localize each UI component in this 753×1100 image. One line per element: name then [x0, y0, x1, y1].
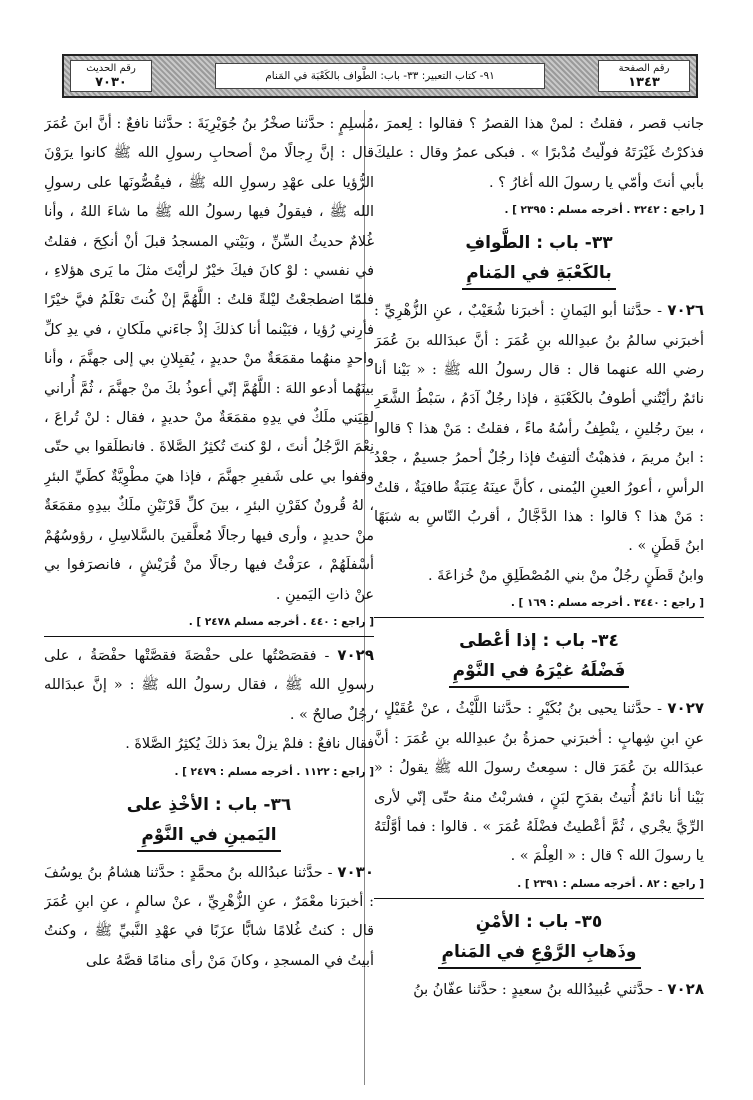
chapter-heading-33: [374, 228, 704, 290]
right-column: [374, 110, 704, 1085]
chapter-subtitle: بالكَعْبَةِ في المَنامِ: [462, 258, 615, 290]
chapter-title: ٣٥- باب : الأمْنِ: [475, 911, 603, 932]
reference-note: [ راجع : ١١٢٢ . أخرجه مسلم : ٢٤٧٩ ] .: [174, 765, 374, 778]
hadith-number: ٧٠٢٦: [667, 301, 704, 320]
chapter-title: ٣٤- باب : إذا أعْطى: [459, 631, 619, 652]
hadith-note: وابنُ قَطَنٍ رجُلٌ منْ بني المُصْطَلِقِ منْ خُزاعَةَ .: [427, 567, 704, 584]
hadith-7028: [374, 975, 704, 1005]
hadith-7027: [374, 694, 704, 871]
chapter-heading-36: [44, 790, 374, 852]
reference-note: [ راجع : ٨٢ . أخرجه مسلم : ٢٣٩١ ] .: [517, 877, 704, 890]
hadith-text: - حدَّثني عُبيدُالله بنُ سعيدٍ : حدَّثنا عفّانُ بنُ: [413, 981, 663, 998]
hadith-text: - فقصَصْتُها على حفْصَةَ فقصَّتْها حفْصَةُ ، على رسولِ الله ﷺ ، فقال رسولُ الله ﷺ : « إنَّ عبدَالله رجُلٌ صالحٌ » .: [44, 647, 374, 723]
chapter-subtitle: وذَهابِ الرَّوْعِ في المَنامِ: [438, 937, 641, 969]
hadith-text: - حدَّثنا أبو اليَمانِ : أخبرَنا شُعَيْبٌ ، عنِ الزُّهْرِيِّ : أخبرَني سالمُ بنُ عبدِالله بنِ عُمَرَ : أنَّ عبدَالله بنَ عُمَرَ رضي الله عنهما قال : قال رسولُ الله ﷺ : « بَيْنا أنا نائمٌ رأيْتُني أطوفُ بالكَعْبَةِ ، فإذا رجُلٌ آدَمُ ، سَبْطُ الشَّعَرِ ، بينَ رجُلينِ ، ينْطِفُ رأسُهُ ماءً ، فقلتُ : مَنْ هذا ؟ قالوا : ابنُ مريمَ ، فذهبْتُ ألتفِتُ فإذا رجُلٌ أحمرُ جسيمٌ ، جعْدُ الرأسِ ، أعورُ العينِ اليُمنى ، كأنَّ عينَهُ عِنَبَةٌ طافيَةٌ ، قلتُ : مَنْ هذا ؟ قالوا : هذا الدَّجَّالُ ، أقربُ النّاسِ به شبَهًا ابنُ قَطَنٍ » .: [374, 303, 704, 555]
chapter-heading-34: [374, 626, 704, 688]
continued-text: جانب قصر ، فقلتُ : لمنْ هذا القصرُ ؟ فقالوا : لِعمرَ ، فذكرْتُ غَيْرَتَهُ فولّيتُ مُدْبرًا » . فبكى عمرُ وقال : عليكَ بأبي أنتَ وأمّي يا رسولَ الله أغارُ ؟ .: [374, 116, 704, 191]
hadith-number: ٧٠٣٠: [95, 75, 127, 90]
hadith-number: ٧٠٢٧: [667, 699, 704, 718]
hadith-note: فقال نافعٌ : فلمْ يزلْ بعدَ ذلكَ يُكثِرُ الصَّلاةَ .: [125, 736, 374, 753]
page-number: ١٣٤٣: [628, 75, 660, 90]
hadith-number-box: [70, 60, 152, 92]
chapter-heading-35: [374, 907, 704, 969]
left-column: [44, 110, 374, 1085]
reference-note: [ راجع : ٤٤٠ . أخرجه مسلم ٢٤٧٨ ] .: [188, 615, 374, 628]
separator-rule: [44, 636, 374, 637]
hadith-7029: [44, 641, 374, 730]
hadith-text: - حدَّثنا عبدُالله بنُ محمَّدٍ : حدَّثنا هشامُ بنُ يوسُفَ : أخبرَنا معْمَرٌ ، عنِ الزُّهْرِيِّ ، عنْ سالمٍ ، عنِ ابنِ عُمَرَ قال : كنتُ غُلامًا شابًّا عزَبًا في عهْدِ النَّبيِّ ﷺ ، وكنتُ أبيتُ في المسجدِ ، وكانَ مَنْ رأى منامًا قصَّهُ على: [44, 864, 374, 969]
hadith-number: ٧٠٢٩: [337, 645, 374, 664]
hadith-number: ٧٠٣٠: [337, 862, 374, 881]
hadith-number-label: رقم الحديث: [86, 63, 136, 74]
reference-note: [ راجع : ٣٤٤٠ . أخرجه مسلم : ١٦٩ ] .: [510, 597, 704, 610]
page-header: [62, 54, 698, 98]
page-number-label: رقم الصفحة: [618, 63, 670, 74]
chapter-subtitle: اليَمينِ في النَّوْمِ: [137, 820, 280, 852]
hadith-7030: [44, 858, 374, 977]
separator-rule: [374, 617, 704, 618]
chapter-title: ٣٣- باب : الطَّوافِ: [465, 233, 613, 254]
hadith-number: ٧٠٢٨: [667, 979, 704, 998]
running-title: ٩١- كتاب التعبير: ٣٣- باب: الطَّواف بالكَعْبَة في المَنام: [215, 63, 545, 89]
hadith-text: - حدَّثنا يحيى بنُ بُكَيْرٍ : حدَّثنا اللَّيْثُ ، عنْ عُقَيْلٍ ، عنِ ابنِ شِهابٍ : أخبرَني حمزةُ بنُ عبدِالله بنِ عُمَرَ : أنَّ عبدَالله بنَ عُمَرَ قال : سمِعتُ رسولَ الله ﷺ يقولُ : « بَيْنا أنا نائمٌ أُتيتُ بقدَحِ لبَنٍ ، فشربْتُ منهُ حتّى إنّي لأرى الرِّيَّ يجْري ، ثُمَّ أعْطيتُ فضْلَهُ عُمَرَ » . قالوا : فما أوَّلْتَهُ يا رسولَ الله ؟ قال : « العِلْمَ » .: [374, 701, 704, 865]
continued-text: مُسلِمٍ : حدَّثنا صخْرُ بنُ جُوَيْرِيَةَ : حدَّثنا نافعٌ : أنَّ ابنَ عُمَرَ قال : إنَّ رِجالًا منْ أصحابِ رسولِ الله ﷺ كانوا يرَوْنَ الرُّؤيا على عهْدِ رسولِ الله ﷺ ، فيقُصُّونَها على رسولِ الله ﷺ ، فيقولُ فيها رسولُ الله ﷺ ما شاءَ اللهُ ، وأنا غُلامٌ حديثُ السِّنِّ ، وبَيْتي المسجدُ قبلَ أنْ أنكِحَ ، فقلتُ في نفسي : لوْ كانَ فيكَ خيْرٌ لرأيْتَ مثلَ ما يَرى هؤلاءِ ، فلمّا اضطجعْتُ ليْلةً قلتُ : اللَّهُمَّ إنْ كُنتَ تعْلَمُ فيَّ خيْرًا فأرِني رُؤيا ، فبَيْنما أنا كذلكَ إذْ جاءَني ملَكانِ ، في يدِ كلِّ واحدٍ منهُما مقمَعَةٌ منْ حديدٍ ، يُقبِلانِ بي إلى جهنَّمَ ، وأنا بينَهُما أدعو اللهَ : اللَّهُمَّ إنّي أعوذُ بكَ منْ جهنَّمَ ، ثُمَّ أُراني لقِيَني ملَكٌ في يدِهِ مقمَعَةٌ منْ حديدٍ ، فقال : لنْ تُراعَ ، نِعْمَ الرَّجُلُ أنتَ ، لوْ كنتَ تُكثِرُ الصَّلاةَ . فانطلَقوا بي حتّى وقفوا بي على شَفيرِ جهنَّمَ ، فإذا هيَ مطْوِيَّةٌ كطَيِّ البئرِ ، لهُ قُرونٌ كقَرْنِ البئرِ ، بينَ كلِّ قَرْنَيْنِ ملَكٌ بيدِهِ مقمَعَةٌ منْ حديدٍ ، وأرى فيها رجالًا مُعلَّقينَ بالسَّلاسِلِ ، رؤوسُهُمْ أسْفلَهُمْ ، عرَفْتُ فيها رجالًا منْ قُرَيْشٍ ، فانصرَفوا بي عنْ ذاتِ اليَمينِ .: [44, 116, 374, 603]
chapter-title: ٣٦- باب : الأخْذِ على: [126, 794, 292, 815]
hadith-7026: [374, 296, 704, 562]
chapter-subtitle: فَضْلَهُ غيْرَهُ في النَّوْمِ: [449, 656, 630, 688]
reference-note: [ راجع : ٣٢٤٢ . أخرجه مسلم : ٢٣٩٥ ] .: [504, 204, 704, 217]
page-number-box: [598, 60, 690, 92]
separator-rule: [374, 898, 704, 899]
